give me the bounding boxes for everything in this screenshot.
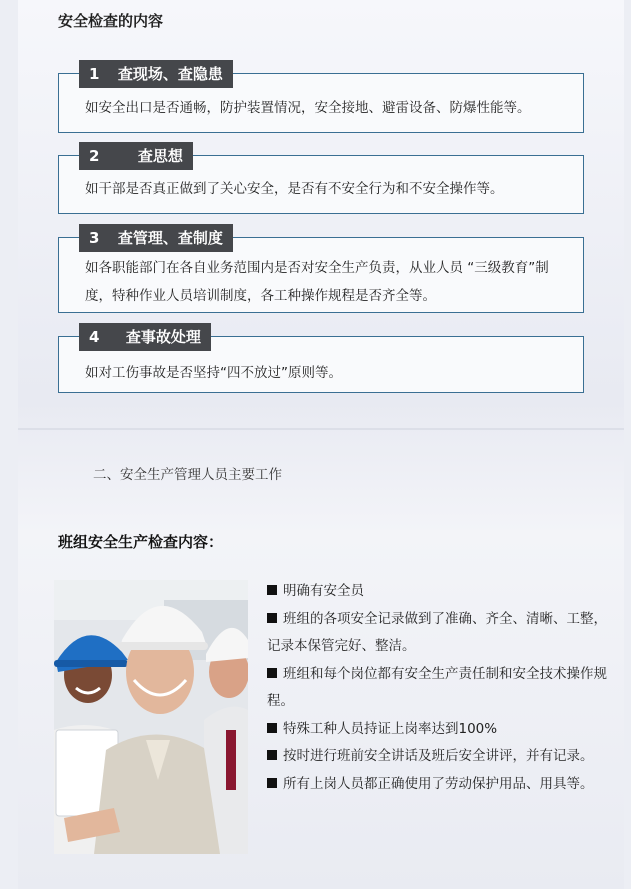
inspection-box-label: 查管理、查制度 [117, 229, 223, 247]
square-bullet-icon [267, 723, 277, 733]
inspection-box-2 [58, 147, 584, 214]
square-bullet-icon [267, 585, 277, 595]
workers-illustration [54, 580, 248, 854]
inspection-box-label: 查思想 [137, 147, 183, 165]
inspection-box-number: 2 [89, 147, 100, 165]
list-item [267, 743, 607, 771]
team-inspection-list [267, 578, 607, 798]
list-item-text: 明确有安全员 [283, 583, 364, 599]
section-divider [18, 428, 624, 430]
inspection-box-number: 1 [89, 65, 100, 83]
inspection-content-section [18, 0, 624, 428]
page-title: 安全检查的内容 [58, 12, 164, 30]
list-item [267, 578, 607, 606]
inspection-box-text: 如安全出口是否通畅，防护装置情况，安全接地、避雷设备、防爆性能等。 [85, 100, 531, 116]
inspection-box-number: 4 [89, 328, 100, 346]
inspection-box-number: 3 [89, 229, 100, 247]
list-item-text: 所有上岗人员都正确使用了劳动保护用品、用具等。 [283, 775, 594, 792]
list-item [267, 771, 607, 799]
inspection-box-tag [79, 60, 233, 88]
page [18, 0, 624, 889]
inspection-box-tag [79, 142, 193, 170]
inspection-box-label: 查现场、查隐患 [117, 65, 223, 83]
inspection-box-tag [79, 224, 233, 252]
list-item [267, 716, 607, 744]
inspection-box-text: 如各职能部门在各自业务范围内是否对安全生产负责，从业人员 “三级教育”制度，特种作业人员培训制度，各工种操作规程是否齐全等。 [85, 260, 549, 304]
inspection-box-label: 查事故处理 [125, 328, 201, 346]
workers-photo [54, 580, 248, 854]
inspection-box-1 [58, 65, 584, 133]
square-bullet-icon [267, 750, 277, 760]
team-inspection-title: 班组安全生产检查内容： [58, 533, 224, 551]
square-bullet-icon [267, 613, 277, 623]
list-item-text: 班组的各项安全记录做到了准确、齐全、清晰、工整，记录本保管完好、整洁。 [267, 610, 607, 654]
list-item [267, 606, 607, 661]
inspection-box-tag [79, 323, 211, 351]
square-bullet-icon [267, 778, 277, 788]
inspection-box-text: 如对工伤事故是否坚持“四不放过”原则等。 [85, 365, 342, 381]
section-subheading: 二、安全生产管理人员主要工作 [93, 467, 282, 483]
list-item-text: 班组和每个岗位都有安全生产责任制和安全技术操作规程。 [267, 665, 607, 709]
inspection-box-3 [58, 229, 584, 313]
list-item-text: 特殊工种人员持证上岗率达到100% [283, 720, 498, 737]
inspection-box-4 [58, 328, 584, 393]
list-item-text: 按时进行班前安全讲话及班后安全讲评，并有记录。 [283, 748, 594, 764]
list-item [267, 661, 607, 716]
square-bullet-icon [267, 668, 277, 678]
inspection-box-text: 如干部是否真正做到了关心安全，是否有不安全行为和不安全操作等。 [85, 181, 504, 197]
